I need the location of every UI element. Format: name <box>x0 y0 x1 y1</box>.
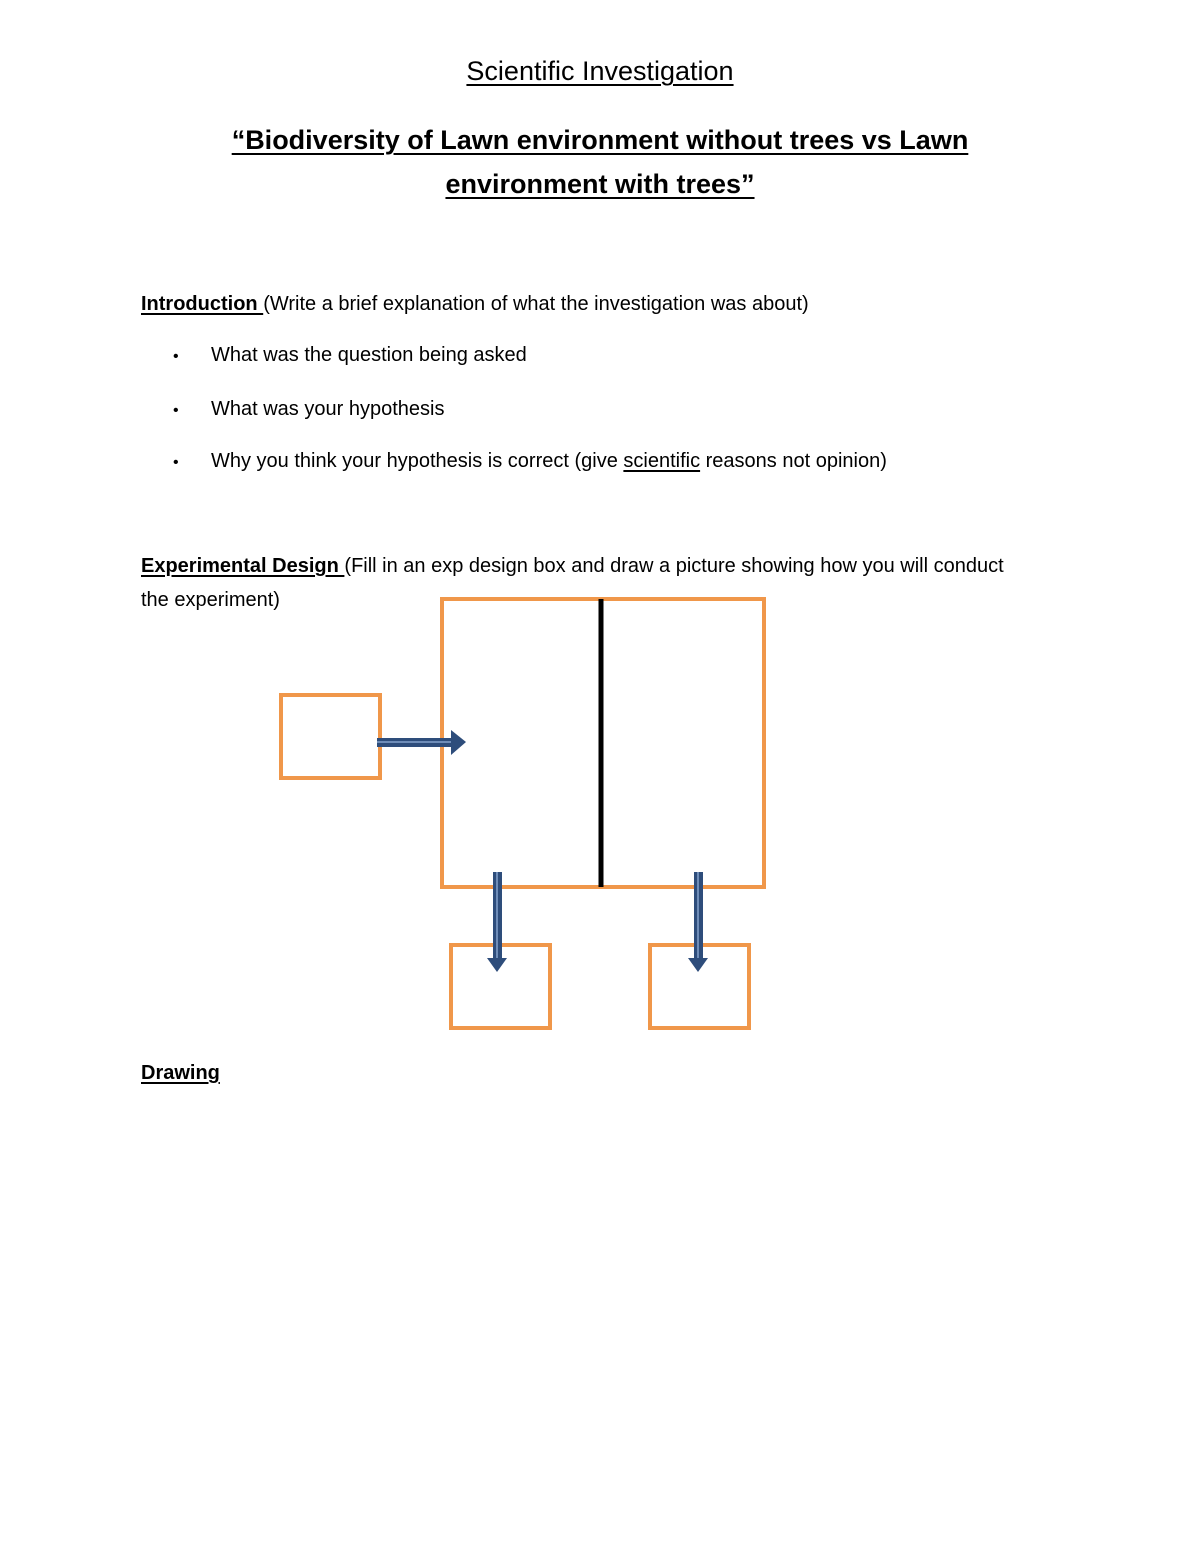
experiment-main-box <box>442 599 764 887</box>
independent-variable-box <box>281 695 380 778</box>
bullet-text-after: reasons not opinion) <box>700 450 887 472</box>
bullet-text: What was your hypothesis <box>211 398 445 420</box>
bullet-text: What was the question being asked <box>211 344 527 366</box>
arrow-right-icon <box>377 730 466 755</box>
bullet-icon: • <box>173 348 179 365</box>
introduction-heading <box>141 287 1021 321</box>
bullet-icon: • <box>173 454 179 471</box>
result-box-right <box>650 945 749 1028</box>
experimental-design-instruction: (Fill in an exp design box and draw a picture showing how you will conduct the experiment) <box>141 555 1004 611</box>
document-title: Scientific Investigation <box>466 56 734 86</box>
list-item <box>173 447 887 477</box>
bullet-text-underlined: scientific <box>623 450 701 472</box>
introduction-instruction: (Write a brief explanation of what the investigation was about) <box>263 293 809 315</box>
bullet-icon: • <box>173 402 179 419</box>
bullet-text-before: Why you think your hypothesis is correct (give <box>211 450 624 472</box>
drawing-label: Drawing <box>141 1062 220 1084</box>
arrow-down-icon <box>688 872 708 972</box>
arrow-down-icon <box>487 872 507 972</box>
introduction-label: Introduction <box>141 293 264 315</box>
list-item <box>173 395 444 425</box>
result-box-left <box>451 945 550 1028</box>
investigation-subtitle: “Biodiversity of Lawn environment without trees vs Lawn environment with trees” <box>231 125 969 199</box>
experimental-design-label: Experimental Design <box>141 555 345 577</box>
drawing-heading <box>141 1056 1021 1090</box>
experimental-design-heading <box>141 549 1021 617</box>
list-item <box>173 341 527 371</box>
